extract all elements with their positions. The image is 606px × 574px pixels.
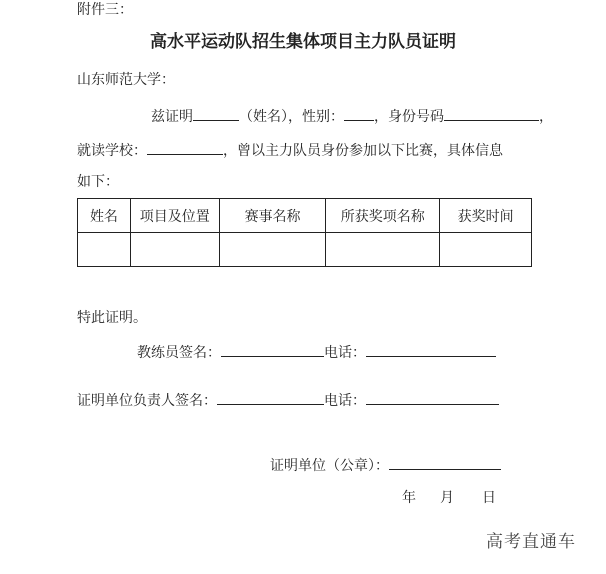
- name-blank[interactable]: [193, 106, 239, 121]
- date-line: [402, 488, 496, 508]
- unit-stamp-label: 证明单位（公章）：: [270, 458, 389, 474]
- col-header-award-date: 获奖时间: [440, 199, 532, 233]
- table-cell[interactable]: [440, 233, 532, 267]
- coach-signature-blank[interactable]: [221, 342, 324, 357]
- school-label: 就读学校：: [77, 143, 147, 159]
- id-number-blank[interactable]: [444, 106, 539, 121]
- unit-head-phone-label: 电话：: [324, 393, 366, 409]
- coach-signature-label: 教练员签名：: [137, 345, 221, 361]
- date-month: 月: [440, 490, 454, 506]
- certify-line-1: [151, 106, 553, 127]
- document-title: 高水平运动队招生集体项目主力队员证明: [150, 32, 456, 52]
- school-blank[interactable]: [147, 140, 223, 155]
- table-cell[interactable]: [130, 233, 219, 267]
- col-header-competition: 赛事名称: [219, 199, 326, 233]
- unit-head-phone-blank[interactable]: [366, 390, 499, 405]
- competition-table: [77, 198, 532, 267]
- table-header-row: [78, 199, 532, 233]
- addressee: 山东师范大学：: [77, 72, 175, 88]
- coach-phone-label: 电话：: [324, 345, 366, 361]
- id-number-label: ，身份号码: [374, 109, 444, 125]
- unit-head-signature-label: 证明单位负责人签名：: [77, 393, 217, 409]
- unit-stamp-row: [270, 455, 501, 476]
- coach-phone-blank[interactable]: [366, 342, 496, 357]
- col-header-award: 所获奖项名称: [326, 199, 440, 233]
- participation-text: ，曾以主力队员身份参加以下比赛，具体信息: [223, 143, 503, 159]
- table-row: [78, 233, 532, 267]
- coach-signature-row: [137, 342, 496, 363]
- certify-prefix: 兹证明: [151, 109, 193, 125]
- col-header-event-position: 项目及位置: [130, 199, 219, 233]
- date-day: 日: [482, 490, 496, 506]
- date-year: 年: [402, 490, 416, 506]
- certify-statement: 特此证明。: [77, 310, 147, 326]
- attachment-label: 附件三：: [77, 2, 133, 18]
- unit-stamp-blank[interactable]: [389, 455, 501, 470]
- table-cell[interactable]: [219, 233, 326, 267]
- line1-end: ，: [539, 109, 553, 125]
- watermark-text: 高考直通车: [486, 532, 576, 552]
- table-cell[interactable]: [78, 233, 131, 267]
- unit-head-signature-blank[interactable]: [217, 390, 324, 405]
- col-header-name: 姓名: [78, 199, 131, 233]
- unit-head-signature-row: [77, 390, 499, 411]
- certify-line-3: 如下：: [77, 174, 119, 190]
- certify-line-2: [77, 140, 503, 161]
- gender-label: （姓名），性别：: [239, 109, 344, 125]
- gender-blank[interactable]: [344, 106, 374, 121]
- table-cell[interactable]: [326, 233, 440, 267]
